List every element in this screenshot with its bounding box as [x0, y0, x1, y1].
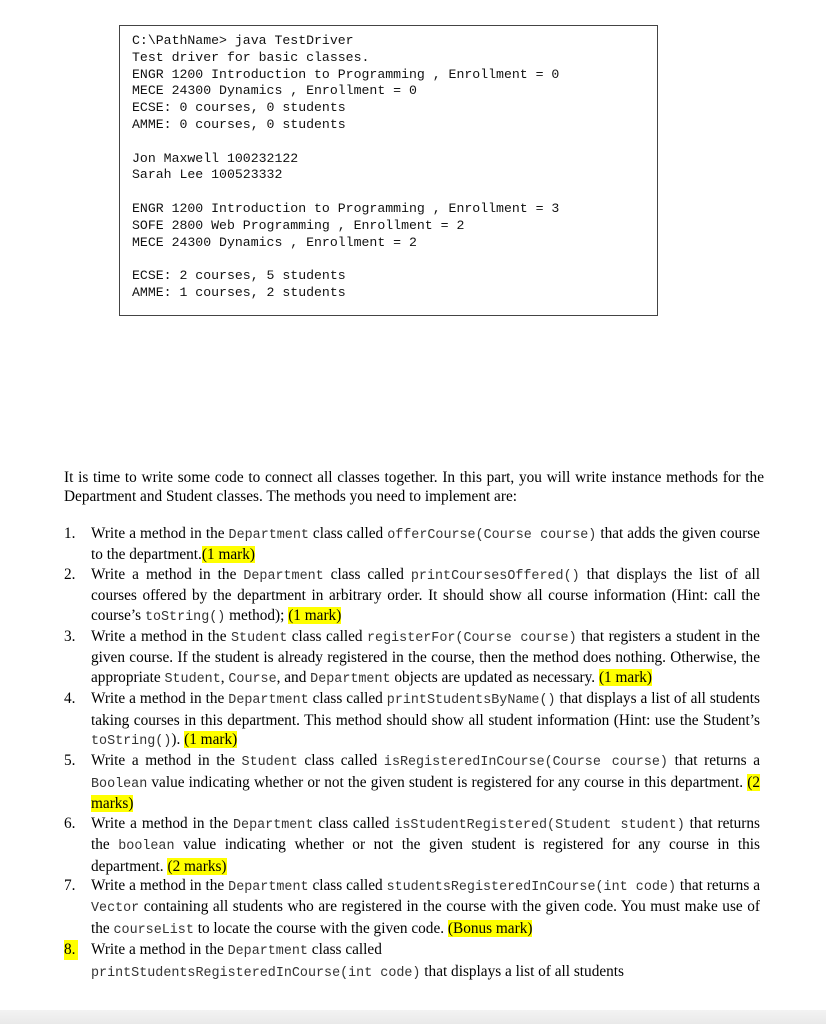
code-signature: isStudentRegistered(Student student)	[394, 817, 685, 833]
task-text: ,	[220, 668, 229, 686]
task-text: Write a method in the	[91, 941, 228, 959]
mark-highlight: (1 mark)	[598, 668, 653, 686]
task-number: 6.	[64, 814, 76, 832]
task-text: class called	[323, 565, 411, 583]
task-text: class called	[287, 628, 368, 646]
console-line: ECSE: 2 courses, 5 students	[132, 268, 346, 284]
page-bottom-edge	[0, 1010, 826, 1024]
code-signature: printStudentsRegisteredInCourse(int code)	[91, 965, 421, 981]
code-term: Boolean	[91, 776, 148, 792]
task-text: that displays the list of all courses offered by the department in arbitrary order. It should show all course information (Hint: call the course’s	[91, 565, 760, 624]
console-line: MECE 24300 Dynamics , Enrollment = 2	[132, 234, 417, 250]
console-line: ENGR 1200 Introduction to Programming , Enrollment = 0	[132, 66, 560, 82]
task-number: 1.	[64, 525, 76, 542]
code-term: Department	[310, 671, 391, 687]
code-signature: printStudentsByName()	[386, 693, 556, 709]
task-text: that displays a list of all students taking courses in this department. This method should show all student information (Hint: use the Student’s	[91, 690, 760, 729]
task-text: Write a method in the	[91, 814, 234, 832]
task-item-5	[64, 751, 760, 813]
task-text: class called	[308, 525, 388, 542]
task-text: class called	[308, 876, 387, 894]
console-line: C:\PathName> java TestDriver	[132, 33, 354, 48]
mark-highlight: (1 mark)	[288, 606, 342, 624]
task-number: 4.	[64, 690, 76, 708]
intro-paragraph: It is time to write some code to connect all classes together. In this part, you will write instance methods for the Department and Student classes. The methods you need to implement are:	[64, 469, 764, 506]
task-text: , and	[276, 668, 311, 686]
code-term: Department	[243, 568, 324, 584]
task-item-4	[64, 689, 760, 751]
code-term: Department	[228, 879, 309, 895]
code-signature: offerCourse(Course course)	[387, 528, 597, 543]
code-term: Student	[164, 671, 221, 687]
task-text: Write a method in the	[91, 628, 231, 646]
mark-highlight: (1 mark)	[184, 731, 238, 749]
console-blank-line	[132, 184, 657, 201]
console-blank-line	[132, 251, 657, 268]
task-number: 8.	[64, 940, 78, 959]
console-line: SOFE 2800 Web Programming , Enrollment = 2	[132, 217, 465, 233]
code-term: Student	[231, 631, 288, 647]
code-signature: isRegisteredInCourse(Course course)	[383, 755, 668, 771]
console-line: ENGR 1200 Introduction to Programming , Enrollment = 3	[132, 200, 560, 216]
console-line: ECSE: 0 courses, 0 students	[132, 100, 346, 116]
task-text: Write a method in the	[91, 565, 244, 583]
code-signature: studentsRegisteredInCourse(int code)	[386, 879, 676, 895]
console-blank-line	[132, 134, 657, 151]
code-term: Department	[228, 693, 309, 709]
task-list	[64, 524, 760, 983]
task-text: class called	[307, 941, 382, 959]
task-item-7	[64, 876, 760, 940]
console-line: Jon Maxwell 100232122	[132, 150, 299, 166]
console-line: AMME: 0 courses, 0 students	[132, 116, 346, 132]
task-text: that displays a list of all students	[420, 962, 624, 980]
code-term: Student	[241, 755, 298, 771]
task-text: class called	[313, 814, 395, 832]
code-term: courseList	[113, 922, 194, 938]
code-signature: registerFor(Course course)	[367, 631, 577, 647]
task-item-8	[64, 940, 760, 983]
task-number: 7.	[64, 876, 76, 894]
code-term: Department	[228, 528, 309, 543]
task-text: ).	[171, 731, 185, 749]
console-line: Test driver for basic classes.	[132, 49, 370, 65]
code-term: boolean	[118, 839, 175, 855]
code-term: Department	[227, 944, 308, 960]
code-term: Department	[233, 817, 314, 833]
task-text: that registers a student in the given course. If the student is already registered in the course, then the method does nothing. Otherwise, the appropriate	[91, 628, 760, 686]
mark-highlight: (1 mark)	[201, 546, 255, 564]
mark-highlight: (2 marks)	[167, 857, 227, 875]
mark-highlight: (2 marks)	[91, 773, 760, 813]
task-text: that returns a	[667, 752, 761, 770]
console-line: AMME: 1 courses, 2 students	[132, 284, 346, 300]
mark-highlight: (Bonus mark)	[447, 919, 533, 937]
task-item-2	[64, 565, 760, 627]
console-line: MECE 24300 Dynamics , Enrollment = 0	[132, 83, 417, 99]
task-number: 5.	[64, 752, 76, 770]
task-item-3	[64, 627, 760, 689]
task-text: value indicating whether or not the given student is registered for any course in this department.	[147, 773, 748, 791]
task-text: Write a method in the	[91, 876, 229, 894]
code-term: Course	[228, 671, 277, 687]
task-text: objects are updated as necessary.	[390, 668, 599, 686]
task-text: class called	[297, 752, 384, 770]
console-line: Sarah Lee 100523332	[132, 167, 283, 183]
code-term: toString()	[91, 734, 172, 750]
task-text: that returns a	[675, 876, 760, 894]
task-text: class called	[308, 690, 387, 708]
code-term: Vector	[91, 901, 140, 917]
console-output-box	[119, 25, 658, 316]
task-text: Write a method in the	[91, 752, 242, 770]
task-text: method);	[225, 606, 289, 624]
task-number: 3.	[64, 628, 76, 646]
task-text: value indicating whether or not the given student is registered for any course in this department.	[91, 836, 760, 875]
task-item-6	[64, 814, 760, 876]
task-number: 2.	[64, 565, 76, 583]
task-text: to locate the course with the given code.	[193, 919, 448, 937]
task-text: containing all students who are registered in the course with the given code. You must make use of the	[91, 898, 760, 937]
task-text: Write a method in the	[91, 525, 229, 542]
task-text: that adds the given course to the department.	[91, 525, 760, 564]
task-text: that returns the	[91, 814, 760, 854]
task-item-1	[64, 524, 760, 565]
code-signature: printCoursesOffered()	[410, 568, 580, 584]
task-text: Write a method in the	[91, 690, 229, 708]
code-term: toString()	[144, 609, 226, 625]
